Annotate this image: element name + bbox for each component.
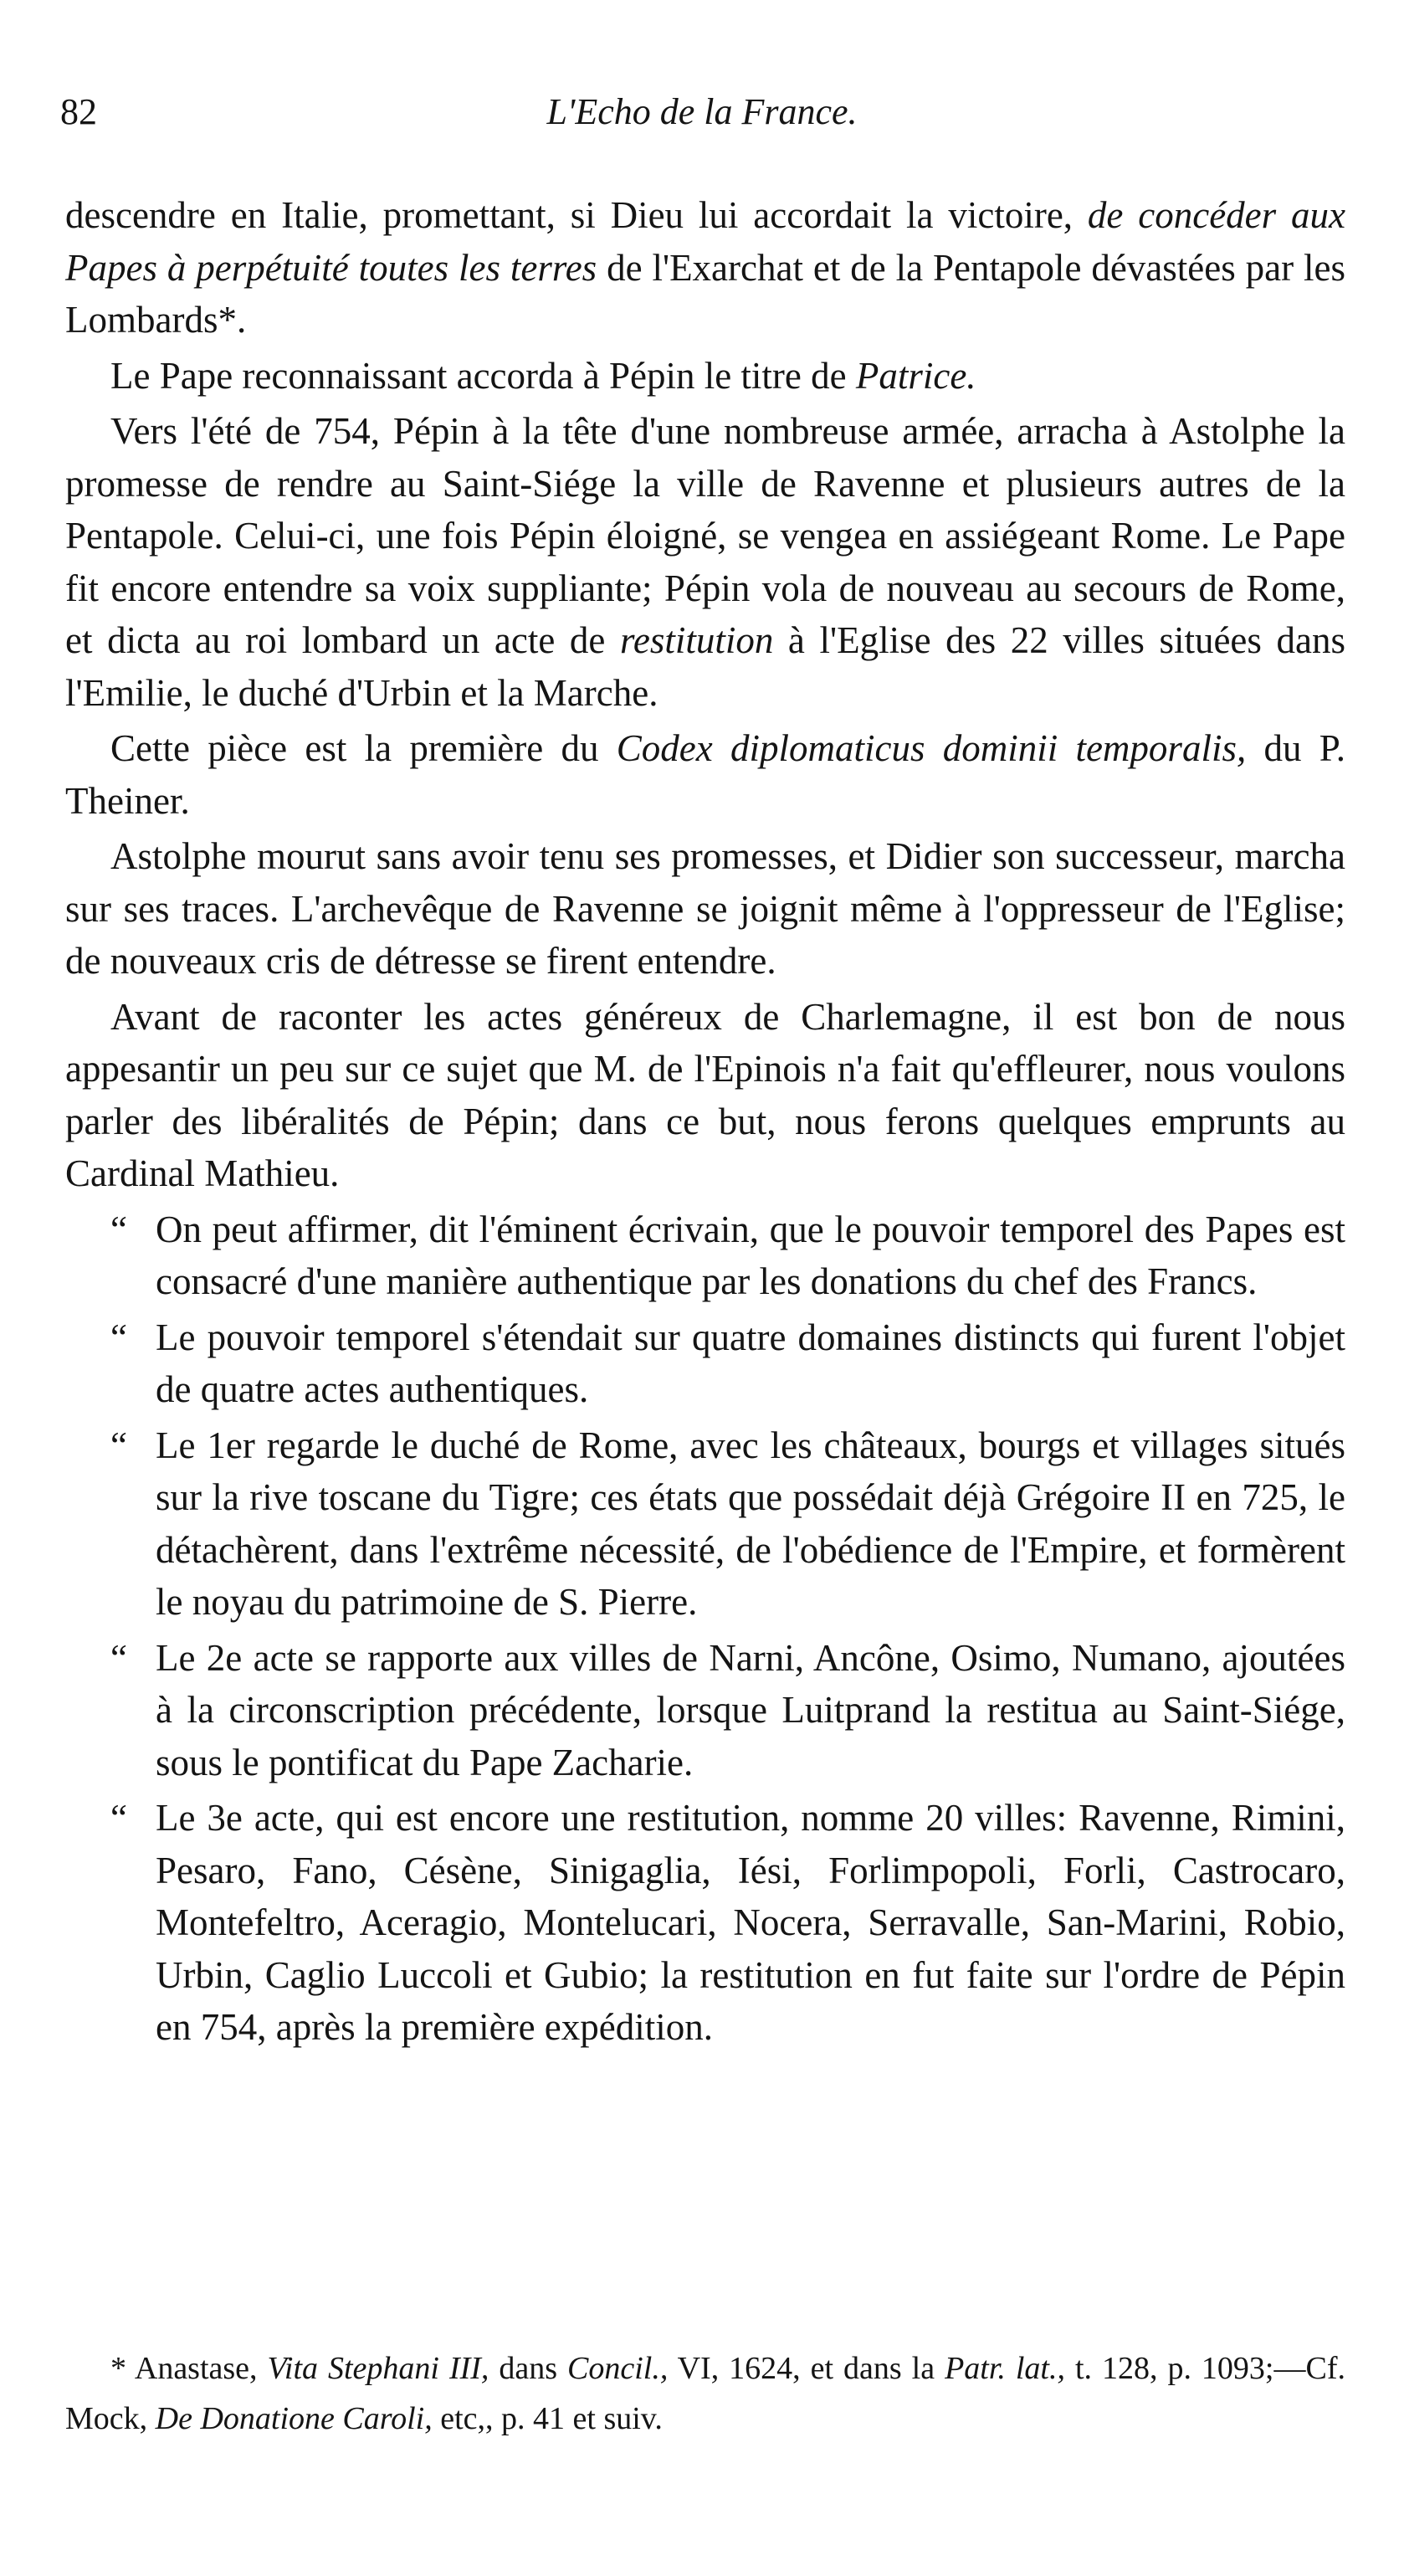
quote-mark: “	[110, 1424, 127, 1466]
italic-run: Vita Stephani III,	[267, 2351, 489, 2386]
italic-run: Concil.,	[567, 2351, 669, 2386]
quote-mark: “	[110, 1316, 127, 1358]
body-text	[65, 189, 1345, 2057]
footnote	[65, 2343, 1345, 2444]
quote-3	[110, 1419, 1345, 1629]
quote-4	[110, 1632, 1345, 1789]
page-number: 82	[60, 91, 97, 132]
paragraph-4	[65, 722, 1345, 827]
text-run: Le Pape reconnaissant accorda à Pépin le titre de	[110, 354, 856, 397]
paragraph-1	[65, 189, 1345, 346]
quote-text: Le pouvoir temporel s'étendait sur quatre domaines distincts qui furent l'objet de quatre actes authentiques.	[156, 1316, 1345, 1410]
text-run: Vers l'été de 754, Pépin à la tête d'une nombreuse armée, arracha à Astolphe la promesse de rendre au Saint-Siége la ville de Ravenne et plusieurs autres de la Pentapole. Celui-ci, une fois Pépin éloigné, se vengea en assiégeant Rome. Le Pape fit encore entendre sa voix suppliante; Pépin vola de nouveau au secours de Rome, et dicta au roi lombard un acte de	[65, 410, 1345, 661]
quote-text: Le 3e acte, qui est encore une restitution, nomme 20 villes: Ravenne, Rimini, Pesaro, Fano, Césène, Sinigaglia, Iési, Forlimpopoli, Forli, Castrocaro, Montefeltro, Aceragio, Montelucari, Nocera, Serravalle, San-Marini, Robio, Urbin, Caglio Luccoli et Gubio; la restitution en fut faite sur l'ordre de Pépin en 754, après la première expédition.	[156, 1797, 1345, 2048]
text-run: t. 128, p. 1093;—Cf. Mock,	[65, 2351, 1345, 2436]
text-run: Cette pièce est la première du	[110, 727, 617, 769]
paragraph-2	[65, 350, 1345, 403]
italic-run: Codex diplomaticus dominii temporalis,	[616, 727, 1247, 769]
text-run: VI, 1624, et dans la	[668, 2351, 945, 2386]
italic-run: Patr. lat.,	[945, 2351, 1065, 2386]
quote-mark: “	[110, 1208, 127, 1250]
quote-1	[110, 1203, 1345, 1308]
text-run: de l'Exarchat et de la Pentapole dévastées par les Lombards*.	[65, 246, 1345, 341]
paragraph-3	[65, 405, 1345, 719]
quote-text: Le 2e acte se rapporte aux villes de Narni, Ancône, Osimo, Numano, ajoutées à la circonscription précédente, lorsque Luitprand la restitua au Saint-Siége, sous le pontificat du Pape Zacharie.	[156, 1636, 1345, 1783]
quote-mark: “	[110, 1636, 127, 1679]
paragraph-6: Avant de raconter les actes généreux de Charlemagne, il est bon de nous appesantir un peu sur ce sujet que M. de l'Epinois n'a fait qu'effleurer, nous voulons parler des libéralités de Pépin; dans ce but, nous ferons quelques emprunts au Cardinal Mathieu.	[65, 995, 1345, 1194]
text-run: * Anastase,	[110, 2351, 268, 2386]
text-run: dans	[489, 2351, 567, 2386]
quote-mark: “	[110, 1797, 127, 1839]
text-run: du P. Theiner.	[65, 727, 1346, 822]
quote-5	[110, 1792, 1345, 2054]
italic-run: restitution	[620, 619, 774, 661]
paragraph-5: Astolphe mourut sans avoir tenu ses promesses, et Didier son successeur, marcha sur ses traces. L'archevêque de Ravenne se joignit même à l'oppresseur de l'Eglise; de nouveaux cris de détresse se firent entendre.	[65, 835, 1345, 982]
italic-run: De Donatione Caroli,	[155, 2401, 433, 2436]
footnote-text	[65, 2343, 1345, 2444]
running-title: L'Echo de la France.	[546, 91, 858, 132]
quote-text: Le 1er regarde le duché de Rome, avec les châteaux, bourgs et villages situés sur la rive toscane du Tigre; ces états que possédait déjà Grégoire II en 725, le détachèrent, dans l'extrême nécessité, de l'obédience de l'Empire, et formèrent le noyau du patrimoine de S. Pierre.	[156, 1424, 1345, 1623]
italic-run: Patrice.	[855, 354, 976, 397]
text-run: etc,, p. 41 et suiv.	[432, 2401, 663, 2436]
text-run: à l'Eglise des 22 villes situées dans l'Emilie, le duché d'Urbin et la Marche.	[65, 619, 1345, 714]
quote-2	[110, 1311, 1345, 1416]
italic-run: de concéder aux Papes à perpétuité toutes les terres	[65, 194, 1345, 289]
text-run: descendre en Italie, promettant, si Dieu lui accordait la victoire,	[65, 194, 1088, 236]
page-header	[60, 90, 1344, 157]
quote-text: On peut affirmer, dit l'éminent écrivain, que le pouvoir temporel des Papes est consacré d'une manière authentique par les donations du chef des Francs.	[156, 1208, 1345, 1302]
